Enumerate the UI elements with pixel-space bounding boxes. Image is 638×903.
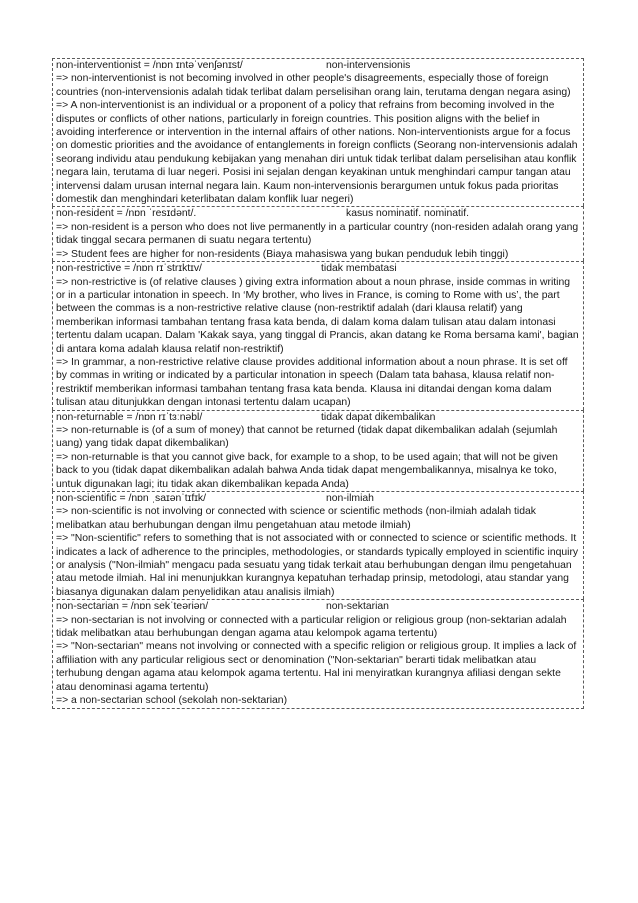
- entry-term: non-scientific = /nɒn ˌsaɪənˈtɪfɪk/: [56, 493, 206, 504]
- entry-definition: => non-interventionist is not becoming involved in other people's disagreements, especially those of foreign countries (non-intervensionis adalah tidak terlibat dalam perselisihan orang lain, terutama dengan negara asing): [56, 73, 571, 98]
- entry-definition: => non-resident is a person who does not live permanently in a particular country (non-residen adalah orang yang tidak tinggal secara permanen di suatu negara tertentu): [56, 221, 579, 247]
- entry-heading: [56, 492, 580, 505]
- entry-translation: tidak membatasi: [321, 263, 397, 275]
- entry-definition: => "Non-sectarian" means not involving or connected with a specific religion or religious group. It implies a lack of affiliation with any particular religious sect or denomination ("Non-sektarian" berarti tidak melibatkan atau terhubung dengan agama atau kelompok agama tertentu. Hal ini menyiratkan kurangnya afiliasi dengan sekte atau denominasi agama tertentu): [56, 641, 577, 693]
- dictionary-entry: [52, 58, 584, 206]
- entry-definition: => non-scientific is not involving or connected with science or scientific methods (non-ilmiah adalah tidak melibatkan atau berhubungan dengan ilmu pengetahuan atau metode ilmiah): [56, 506, 536, 531]
- entry-heading: [56, 207, 580, 220]
- entry-definition: => "Non-scientific" refers to something that is not associated with or connected to science or scientific methods. It indicates a lack of adherence to the principles, methodologies, or standards typically employed in scientific inquiry or analysis ("Non-ilmiah" mengacu pada sesuatu yang tidak terkait atau berhubungan dengan ilmu pengetahuan atau metode ilmiah. Hal ini menunjukkan kurangnya kepatuhan terhadap prinsip, metodologi, atau standar yang biasanya digunakan dalam penyelidikan atau analisis ilmiah): [56, 533, 579, 598]
- entry-translation: kasus nominatif. nominatif.: [346, 208, 470, 220]
- entry-translation: tidak dapat dikembalikan: [321, 411, 436, 423]
- entry-definition: => non-returnable is (of a sum of money) that cannot be returned (tidak dapat dikembalikan adalah (sejumlah uang) yang tidak dapat dikembalikan): [56, 424, 558, 450]
- entry-term: non-returnable = /nɒn rɪˈtɜːnəbl/: [56, 411, 203, 423]
- dictionary-entry: [52, 261, 584, 409]
- entry-definition: => a non-sectarian school (sekolah non-sektarian): [56, 695, 288, 707]
- entry-term: non-resident = /nɒn ˈresɪdənt/.: [56, 208, 197, 220]
- entry-term: non-interventionist = /nɒn ɪntəˈvenʃənɪst/: [56, 60, 243, 71]
- entry-translation: non-sektarian: [326, 601, 389, 613]
- entry-definition: => Student fees are higher for non-residents (Biaya mahasiswa yang bukan penduduk lebih tinggi): [56, 248, 509, 260]
- dictionary-page: [52, 58, 584, 709]
- entry-term: non-sectarian = /nɒn sekˈteəriən/: [56, 601, 209, 613]
- entry-translation: non-ilmiah: [326, 493, 374, 504]
- entry-definition: => In grammar, a non-restrictive relative clause provides additional information about a noun phrase. It is set off by commas in writing or indicated by a particular intonation in speech (Dalam tata bahasa, klausa relatif non-restriktif memberikan informasi tambahan tentang frasa kata benda. Klausa ini ditandai dengan koma dalam tulisan atau ditunjukkan dengan intonasi tertentu dalam ucapan): [56, 356, 568, 409]
- dictionary-entry: [52, 599, 584, 708]
- entry-heading: [56, 600, 580, 613]
- dictionary-entry: [52, 206, 584, 261]
- entry-definition: => non-restrictive is (of relative clauses ) giving extra information about a noun phrase, inside commas in writing or in a particular intonation in speech. In ‘My brother, who lives in France, is coming to Rome with us’, the part between the commas is a non-restrictive relative clause (non-restriktif adalah (dari klausa relatif) yang memberikan informasi tambahan tentang frasa kata benda, di dalam koma dalam tulisan atau dalam intonasi tertentu dalam ucapan. Dalam 'Kakak saya, yang tinggal di Prancis, akan datang ke Roma bersama kami', bagian di antara koma adalah klausa relatif non-restriktif): [56, 276, 579, 355]
- dictionary-entry: [52, 410, 584, 491]
- entry-term: non-restrictive = /nɒn rɪˈstrɪktɪv/: [56, 263, 202, 275]
- entry-heading: [56, 411, 580, 424]
- dictionary-entry: [52, 491, 584, 599]
- entry-definition: => non-returnable is that you cannot give back, for example to a shop, to be used again; that will not be given back to you (tidak dapat dikembalikan adalah bahwa Anda tidak dapat mengembalikannya, misalnya ke toko, untuk digunakan lagi; itu tidak akan dikembalikan kepada Anda): [56, 451, 558, 490]
- entry-translation: non-intervensionis: [326, 60, 411, 71]
- entry-definition: => non-sectarian is not involving or connected with a particular religion or religious group (non-sektarian adalah tidak melibatkan atau berhubungan dengan agama atau kelompok agama tertentu): [56, 614, 567, 640]
- entry-heading: [56, 59, 580, 72]
- entry-definition: => A non-interventionist is an individual or a proponent of a policy that refrains from becoming involved in the disputes or conflicts of other nations, particularly in foreign countries. This position aligns with the belief in avoiding interference or intervention in the internal affairs of other nations. Non-interventionists argue for a focus on domestic priorities and the avoidance of entanglements in foreign conflicts (Seorang non-intervensionis adalah seorang individu atau pendukung kebijakan yang menahan diri untuk tidak terlibat dalam perselisihan atau konflik negara lain, terutama di luar negeri. Posisi ini sejalan dengan keyakinan untuk menghindari campur tangan atau intervensi dalam urusan internal negara lain. Kaum non-intervensionis berargumen untuk fokus pada prioritas domestik dan menghindari keterlibatan dalam konflik luar negeri): [56, 100, 578, 206]
- entry-heading: [56, 262, 580, 275]
